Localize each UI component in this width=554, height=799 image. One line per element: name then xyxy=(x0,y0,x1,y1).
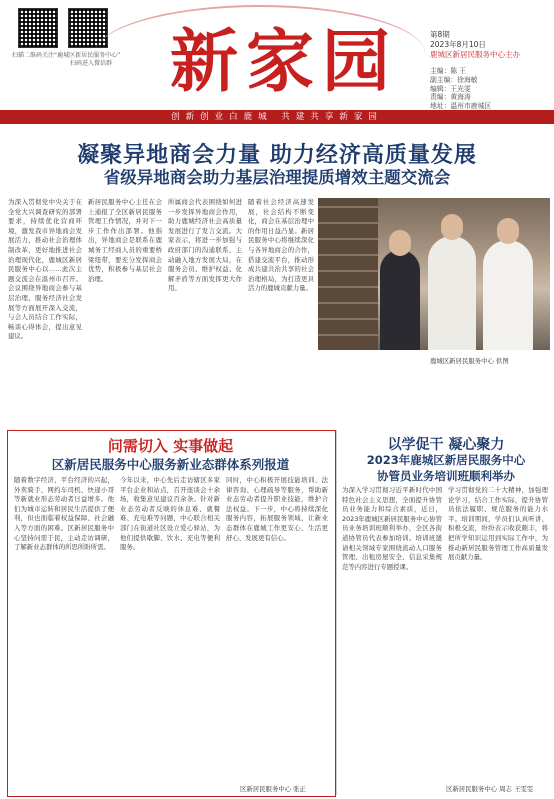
photo-caption: 鹿城区新居民服务中心 供图 xyxy=(430,357,509,365)
staff-line: 副主编：徐海敏 xyxy=(430,75,478,84)
photo-head xyxy=(389,230,411,256)
left-article-caption: 区新居民服务中心 张正 xyxy=(240,785,306,793)
left-article-column: 随着数字经济、平台经济的兴起，外卖骑手、网约车司机、快递小哥等新就业形态劳动者日益增多。他们为城市运转和居民生活提供了便利，但也面临着权益保障、社会融入等方面的困难。区新居民服务中心坚持问需于民，主动走访调研，了解新业态群体的所思所盼所需。 xyxy=(14,476,114,552)
staff-line: 编辑：王光雯 xyxy=(430,84,471,93)
staff-line: 主编：陈 王 xyxy=(430,67,467,75)
right-article-caption: 区新居民服务中心 周志 王雯雯 xyxy=(446,785,534,793)
photo-person xyxy=(380,250,420,350)
slogan-bar: 创新创业白鹿城 共建共享新家园 xyxy=(0,110,554,124)
staff-list xyxy=(430,67,491,111)
issue-info xyxy=(430,30,520,60)
right-article-column: 为深入学习贯彻习近平新时代中国特色社会主义思想，全面提升协管员业务能力和综合素质，近日，2023年鹿城区新居民服务中心协管员业务培训班顺利举办，全区各街道协管员代表参加培训。培训班邀请相关领域专家围绕流动人口服务管理、出租房屋安全、信息采集规范等内容进行专题授课。 xyxy=(342,486,442,571)
lead-column: 为深入贯彻党中央关于在全党大兴调查研究的部署要求，持续优化营商环境，激发我市异地商会发展活力，推动社会治理体制改革，更好地推进社会治理现代化，鹿城区新居民服务中心以……此次主题交流会在温州市召开。会议围绕异地商会参与基层治理、服务经济社会发展等方面展开深入交流，与会人员结合工作实际，畅谈心得体会，提出意见建议。 xyxy=(8,198,82,341)
staff-line: 地址：温州市鹿城区 xyxy=(430,102,492,111)
right-article-subtitle: 协管员业务培训班顺利举办 xyxy=(377,469,515,483)
right-article-subtitle: 2023年鹿城区新居民服务中心 xyxy=(366,453,526,467)
publisher: 鹿城区新居民服务中心主办 xyxy=(430,50,520,59)
lead-subhead: 省级异地商会助力基层治理提质增效主题交流会 xyxy=(103,168,451,187)
lead-column: 新居民服务中心主任在会上通报了全区新居民服务管理工作情况，并对下一步工作作出部署。他指出，异地商会是联系在鹿城务工经商人员的重要桥梁纽带，要充分发挥商会优势，积极参与基层社会治理。 xyxy=(88,198,162,283)
column-divider xyxy=(336,430,337,795)
lead-column: 随着社会经济高速发展，社会结构不断变化，商会在基层治理中的作用日益凸显。新居民服务中心将继续深化与各异地商会的合作，搭建交流平台，推动形成共建共治共享的社会治理格局，为打造更具活力的鹿城贡献力量。 xyxy=(248,198,314,293)
left-article-column: 同时，中心积极开展技能培训、法律咨询、心理疏导等服务，帮助新业态劳动者提升职业技能，维护合法权益。下一步，中心将持续深化服务内容，拓展服务领域，让新业态群体在鹿城工作更安心、生活更舒心、发展更有信心。 xyxy=(226,476,328,542)
staff-line: 责编：黄海涛 xyxy=(430,93,471,102)
issue-number: 第8期 xyxy=(430,30,450,39)
lead-column: 所属商会代表围绕如何进一步发挥异地商会作用，助力鹿城经济社会高质量发展进行了发言交流。大家表示，将进一步加强与政府部门的沟通联系，主动融入地方发展大局，在服务会员、维护权益、化解矛盾等方面发挥更大作用。 xyxy=(168,198,242,293)
qr-code-icon[interactable] xyxy=(18,8,58,48)
qr-label: 扫码进入微信群 xyxy=(70,60,113,67)
qr-label: 扫描二维码关注“鹿城区新居民服务中心” xyxy=(12,52,121,59)
left-article-column: 今年以来，中心先后走访辖区多家平台企业和站点，召开座谈会十余场，收集意见建议百余条。针对新业态劳动者反映的休息难、就餐难、充电难等问题，中心联合相关部门在街道社区设立爱心驿站，为他们提供歇脚、饮水、充电等便利服务。 xyxy=(120,476,220,552)
left-article-subtitle: 区新居民服务中心服务新业态群体系列报道 xyxy=(51,457,290,472)
photo-person xyxy=(428,236,476,350)
left-article-title: 问需切入 实事做起 xyxy=(107,437,234,455)
lead-headline: 凝聚异地商会力量 助力经济高质量发展 xyxy=(77,143,477,168)
masthead xyxy=(0,0,554,123)
event-photo xyxy=(318,198,550,350)
right-article-column: 学习贯彻党的二十大精神，加强理论学习，结合工作实际，提升协管员依法履职、规范服务的能力水平。培训期间，学员们认真听讲、积极交流，纷纷表示收获颇丰，将把所学知识运用到实际工作中，为推动新居民服务管理工作高质量发展贡献力量。 xyxy=(448,486,548,562)
masthead-title: 新家园 xyxy=(170,22,399,102)
issue-date: 2023年8月10日 xyxy=(430,40,486,49)
photo-person xyxy=(483,240,533,350)
photo-head xyxy=(497,218,519,244)
photo-shelf xyxy=(318,198,378,350)
photo-head xyxy=(441,214,463,240)
right-article-title: 以学促干 凝心聚力 xyxy=(387,437,505,453)
